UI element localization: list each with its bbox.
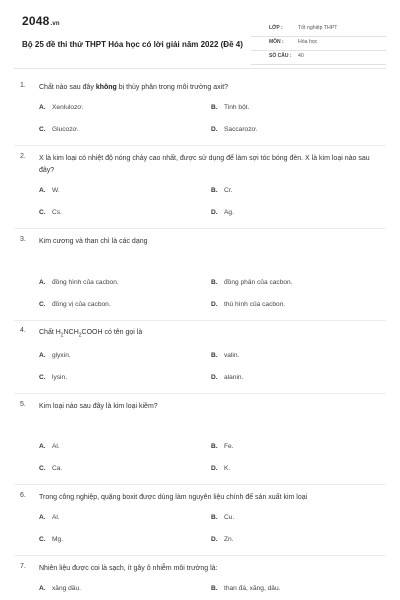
question-text: X là kim loại có nhiệt độ nóng chảy cao nhất, được sử dụng để làm sợi tóc bóng đèn. X là kim loại nào sau đây? — [39, 155, 370, 174]
exam-title: Bộ 25 đề thi thử THPT Hóa học có lời giải năm 2022 (Đề 4) — [22, 40, 243, 49]
meta-value: 40 — [298, 53, 304, 59]
option-a[interactable]: A. Xenlulozơ. — [39, 104, 84, 111]
exam-meta — [251, 23, 386, 65]
meta-label: MÔN : — [269, 39, 284, 45]
question-text: Trong công nghiệp, quặng boxit được dùng làm nguyên liệu chính để sản xuất kim loại — [39, 494, 308, 501]
meta-label: SỐ CÂU : — [269, 53, 292, 59]
option-d[interactable]: D. alanin. — [211, 374, 244, 381]
divider — [14, 484, 386, 485]
option-c[interactable]: C. lysin. — [39, 374, 68, 381]
option-b[interactable]: B. Cu. — [211, 514, 235, 521]
divider — [14, 320, 386, 321]
divider — [14, 393, 386, 394]
divider — [14, 555, 386, 556]
meta-grade — [251, 23, 386, 37]
option-b[interactable]: B. than đá, xăng, dầu. — [211, 585, 281, 592]
question-number: 1. — [20, 82, 26, 89]
option-b[interactable]: B. đồng phân của cacbon. — [211, 279, 293, 286]
question-number: 4. — [20, 327, 26, 334]
question-text: Kim loại nào sau đây là kim loại kiềm? — [39, 403, 158, 410]
option-d[interactable]: D. Ag. — [211, 209, 234, 216]
question-text: Kim cương và than chì là các dạng — [39, 238, 148, 245]
question-number: 5. — [20, 401, 26, 408]
divider — [14, 228, 386, 229]
option-c[interactable]: C. Glucozơ. — [39, 126, 79, 133]
meta-subject — [251, 37, 386, 51]
question-number: 2. — [20, 153, 26, 160]
option-d[interactable]: D. thù hình của cacbon. — [211, 301, 286, 308]
option-c[interactable]: C. Cs. — [39, 209, 62, 216]
question-text: Nhiên liệu được coi là sạch, ít gây ô nhiễm môi trường là: — [39, 565, 218, 572]
question-text: Chất $H_2NCH_2COOH$ có tên gọi là — [39, 329, 143, 339]
option-c[interactable]: C. Mg. — [39, 536, 63, 543]
option-b[interactable]: B. valin. — [211, 352, 240, 359]
logo-suffix: .vn — [50, 21, 60, 27]
question-number: 6. — [20, 492, 26, 499]
option-d[interactable]: D. K. — [211, 465, 231, 472]
question-number: 7. — [20, 563, 26, 570]
option-c[interactable]: C. Ca. — [39, 465, 63, 472]
option-b[interactable]: B. Tinh bột. — [211, 104, 250, 111]
meta-label: LỚP : — [269, 25, 283, 31]
option-c[interactable]: C. đồng vị của cacbon. — [39, 301, 111, 308]
logo-text: 2048 — [22, 14, 50, 28]
meta-value: Tốt nghiệp THPT — [298, 25, 338, 31]
meta-question-count — [251, 51, 386, 65]
meta-value: Hóa học — [298, 39, 318, 45]
option-a[interactable]: A. W. — [39, 187, 60, 194]
option-a[interactable]: A. glyxin. — [39, 352, 71, 359]
divider — [14, 68, 386, 69]
option-d[interactable]: D. Zn. — [211, 536, 234, 543]
option-a[interactable]: A. xăng dầu. — [39, 585, 81, 592]
option-b[interactable]: B. Cr. — [211, 187, 233, 194]
option-d[interactable]: D. Saccarozơ. — [211, 126, 258, 133]
site-logo[interactable] — [22, 14, 60, 28]
option-a[interactable]: A. Al. — [39, 514, 60, 521]
emphasis-text: không — [95, 84, 117, 91]
question-text: Chất nào sau đây không bị thủy phân trong môi trường axit? — [39, 84, 229, 91]
exam-header — [14, 10, 386, 62]
option-a[interactable]: A. đồng hình của cacbon. — [39, 279, 119, 286]
option-a[interactable]: A. Al. — [39, 443, 60, 450]
divider — [14, 145, 386, 146]
option-b[interactable]: B. Fe. — [211, 443, 234, 450]
question-number: 3. — [20, 236, 26, 243]
